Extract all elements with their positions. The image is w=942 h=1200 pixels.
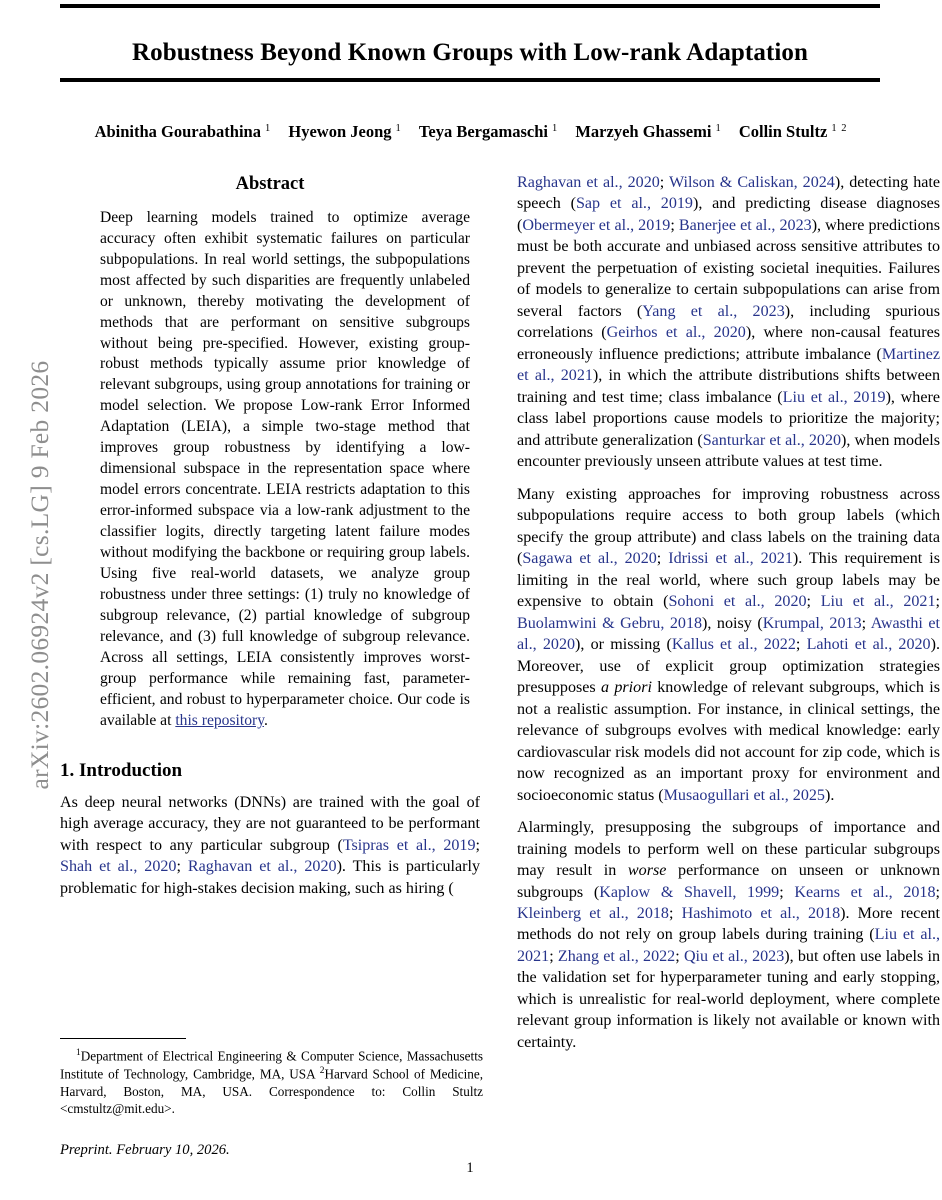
abstract-body <box>100 208 470 732</box>
header-rule-under-title <box>60 78 880 82</box>
citation-link[interactable]: Musaogullari et al., 2025 <box>663 786 825 804</box>
right-column <box>517 172 940 1053</box>
citation-link[interactable]: Liu et al., 2021 <box>517 926 940 965</box>
intro-paragraph-3 <box>517 817 940 1053</box>
author-name: Abinitha Gourabathina <box>94 122 261 141</box>
citation-link[interactable]: Qiu et al., 2023 <box>683 947 785 965</box>
text-segment: ), and predicting disease diagnoses ( <box>517 195 940 234</box>
repository-link[interactable]: this repository <box>175 711 264 729</box>
citation-link[interactable]: Sap et al., 2019 <box>575 195 693 213</box>
citation-link[interactable]: Geirhos et al., 2020 <box>606 324 746 342</box>
citation-link[interactable]: Buolamwini & Gebru, 2018 <box>517 614 703 632</box>
citation-link[interactable]: Yang et al., 2023 <box>642 302 785 320</box>
citation-link[interactable]: Krumpal, 2013 <box>762 614 862 632</box>
text-segment: ; <box>779 883 795 901</box>
citation-link[interactable]: Zhang et al., 2022 <box>557 947 676 965</box>
abstract-text-tail: . <box>263 711 268 729</box>
author-name: Marzyeh Ghassemi <box>575 122 712 141</box>
text-segment: ), where non-causal features erroneously influence predictions; attribute imbalance ( <box>517 324 940 363</box>
footnote-separator-rule <box>60 1038 186 1039</box>
text-segment: ), noisy ( <box>702 614 763 632</box>
text-segment: ), or missing ( <box>575 636 672 654</box>
intro-paragraph-2 <box>517 484 940 806</box>
text-segment: ; <box>861 614 871 632</box>
author-affiliation-mark: 1 <box>715 122 722 134</box>
abstract-heading: Abstract <box>235 174 305 194</box>
text-segment: ; <box>656 550 669 568</box>
text-segment: ; <box>935 593 940 611</box>
citation-link[interactable]: Kallus et al., 2022 <box>671 636 796 654</box>
page-number: 1 <box>466 1160 474 1176</box>
preprint-note: Preprint. February 10, 2026. <box>60 1142 230 1158</box>
text-segment: ). <box>824 786 835 804</box>
arxiv-identifier-text: arXiv:2602.06924v2 [cs.LG] 9 Feb 2026 <box>25 360 54 790</box>
page-title: Robustness Beyond Known Groups with Low-rank Adaptation <box>131 38 809 66</box>
citation-link[interactable]: Kleinberg et al., 2018 <box>517 904 669 922</box>
footnote-mark-1: 1 <box>76 1048 81 1059</box>
text-segment: ; <box>659 174 669 191</box>
text-segment: ). This requirement is limiting in the real world, where such group labels may be expensive to obtain ( <box>517 550 940 611</box>
citation-link[interactable]: Shah et al., 2020 <box>60 858 177 876</box>
author-name: Collin Stultz <box>738 122 828 141</box>
section-heading-introduction: 1. Introduction <box>60 759 183 781</box>
header-rule-top <box>60 4 880 8</box>
citation-link[interactable]: Liu et al., 2019 <box>782 388 886 406</box>
citation-link[interactable]: Raghavan et al., 2020 <box>187 858 337 876</box>
text-segment: ; <box>795 636 807 654</box>
emphasis-text: worse <box>627 862 667 880</box>
text-segment: ), where class label proportions cause models to prioritize the majority; and attribute generalization ( <box>517 388 940 449</box>
arxiv-stamp <box>0 0 58 1200</box>
text-segment: Alarmingly, presupposing the subgroups of importance and training models to perform well on these particular subgroups may result in <box>517 819 940 880</box>
intro-paragraph-1 <box>60 792 480 899</box>
citation-link[interactable]: Hashimoto et al., 2018 <box>681 904 841 922</box>
text-segment: knowledge of relevant subgroups, which is not a realistic assumption. For instance, in clinical settings, the relevance of subgroups evolves with medical knowledge: early cardiovascular risk models did not account for zip code, which is now recognized as an important proxy for environment and socioeconomic status ( <box>517 679 940 804</box>
text-segment: ), including spurious correlations ( <box>517 302 940 342</box>
text-segment: ), but often use labels in the validation set for hyperparameter tuning and early stopping, which is unrealistic for real-world deployment, where complete relevant group information is likely not available or known with certainty. <box>517 947 940 1051</box>
citation-link[interactable]: Lahoti et al., 2020 <box>806 636 931 654</box>
author-affiliation-mark: 1 <box>551 122 559 134</box>
citation-link[interactable]: Banerjee et al., 2023 <box>678 216 812 234</box>
text-segment: As deep neural networks (DNNs) are trained with the goal of high average accuracy, they are not guaranteed to be performant with respect to any particular subgroup ( <box>60 793 480 854</box>
text-segment: ). Moreover, use of explicit group optimization strategies presupposes <box>517 636 940 697</box>
author-name: Teya Bergamaschi <box>418 122 548 141</box>
left-column <box>60 172 480 899</box>
author-affiliation-mark: 1 <box>265 122 272 134</box>
footnote-affiliation-1: Department of Electrical Engineering & Computer Science, Massachusetts Institute of Technology, Cambridge, MA, USA <box>60 1048 483 1082</box>
text-segment: performance on unseen or unknown subgroups ( <box>517 862 940 901</box>
text-segment: Many existing approaches for improving robustness across subpopulations require access to both group labels (which specify the group attribute) and class labels on the training data ( <box>517 485 940 568</box>
text-segment: ), where predictions must be both accurate and unbiased across sensitive attributes to prevent the perpetuation of existing societal inequities. Failures of models to generalize to certain subpopulations can arise from several factors ( <box>517 216 940 320</box>
footnote-text <box>60 1047 483 1117</box>
author-name: Hyewon Jeong <box>288 122 392 141</box>
citation-link[interactable]: Obermeyer et al., 2019 <box>522 216 671 234</box>
text-segment: ; <box>475 836 480 854</box>
citation-link[interactable]: Martinez et al., 2021 <box>517 345 940 385</box>
text-segment: ; <box>176 858 188 876</box>
text-segment: ), detecting hate speech ( <box>517 174 940 213</box>
citation-link[interactable]: Awasthi et al., 2020 <box>517 614 941 654</box>
paper-page <box>60 0 941 1200</box>
citation-link[interactable]: Idrissi et al., 2021 <box>668 550 793 568</box>
text-segment: ), when models encounter previously unseen attribute values at test time. <box>517 431 940 471</box>
text-segment: ; <box>935 883 940 901</box>
citation-link[interactable]: Liu et al., 2021 <box>820 593 936 611</box>
citation-link[interactable]: Sohoni et al., 2020 <box>668 593 807 611</box>
citation-link[interactable]: Raghavan et al., 2020 <box>517 174 660 191</box>
footnote-affiliation-2: Harvard School of Medicine, Harvard, Boston, MA, USA. Correspondence to: Collin Stultz <cmstultz@mit.edu>. <box>60 1066 483 1117</box>
intro-paragraph-1-continued <box>517 172 940 473</box>
author-affiliation-mark: 1 2 <box>831 122 848 134</box>
author-affiliation-mark: 1 <box>395 122 402 134</box>
text-segment: ; <box>549 947 558 965</box>
emphasis-text: a priori <box>601 679 652 697</box>
footnote-block <box>60 1038 483 1118</box>
text-segment: ). This is particularly problematic for high-stakes decision making, such as hiring ( <box>60 858 481 897</box>
citation-link[interactable]: Santurkar et al., 2020 <box>702 431 842 449</box>
footnote-mark-2: 2 <box>319 1066 325 1077</box>
text-segment: ; <box>670 216 679 234</box>
author-list <box>60 122 880 142</box>
text-segment: ), in which the attribute distributions shifts between training and test time; class imbalance ( <box>517 367 940 406</box>
text-segment: ). More recent methods do not rely on group labels during training ( <box>517 904 940 944</box>
citation-link[interactable]: Kearns et al., 2018 <box>794 883 936 901</box>
text-segment: ; <box>806 593 821 611</box>
abstract-text: Deep learning models trained to optimize average accuracy often exhibit systematic failures on particular subpopulations. In real world settings, the subpopulations most affected by such disparities are frequently unlabeled or unknown, thereby motivating the development of methods that are performant on sensitive subgroups without being pre-specified. However, existing group-robust methods typically assume prior knowledge of relevant subgroups, using group annotations for training or model selection. We propose Low-rank Error Informed Adaptation (LEIA), a simple two-stage method that improves group robustness by identifying a low-dimensional subspace in the representation space where model errors concentrate. LEIA restricts adaptation to this error-informed subspace via a low-rank adjustment to the classifier logits, directly targeting latent failure modes without modifying the backbone or requiring group labels. Using five real-world datasets, we analyze group robustness under three settings: (1) truly no knowledge of subgroup relevance, (2) partial knowledge of subgroup relevance, and (3) full knowledge of subgroup relevance. Across all settings, LEIA consistently improves worst-group performance while remaining fast, parameter-efficient, and robust to hyperparameter choice. Our code is available at <box>100 208 470 729</box>
citation-link[interactable]: Sagawa et al., 2020 <box>522 550 657 568</box>
citation-link[interactable]: Wilson & Caliskan, 2024 <box>668 174 835 191</box>
text-segment: ; <box>668 904 682 922</box>
citation-link[interactable]: Tsipras et al., 2019 <box>342 836 476 854</box>
text-segment: ; <box>675 947 684 965</box>
citation-link[interactable]: Kaplow & Shavell, 1999 <box>599 883 780 901</box>
